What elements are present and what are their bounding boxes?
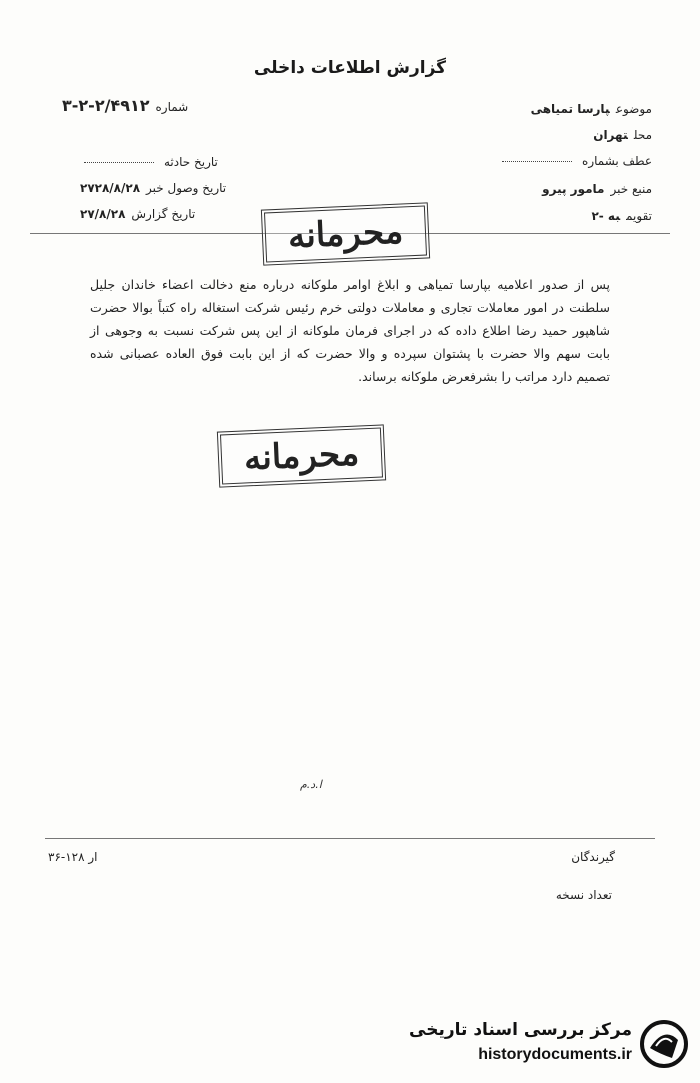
field-incident-date-dots — [84, 162, 154, 163]
field-incident-date — [80, 155, 218, 169]
archive-watermark — [410, 1010, 690, 1076]
field-subject-value: پارسا تمیاهی — [530, 102, 610, 116]
watermark-url: historydocuments.ir — [478, 1046, 632, 1063]
field-number-label: شماره — [155, 100, 189, 114]
handwritten-initials: ا.د.م — [300, 778, 322, 791]
field-receipt-date — [80, 181, 226, 195]
field-location — [593, 128, 652, 142]
field-subject-label: موضوع — [615, 102, 652, 116]
field-reference-dots — [502, 161, 572, 162]
field-location-value: تهران — [593, 128, 628, 142]
field-number — [62, 96, 188, 115]
field-source-label: منبع خبر — [610, 182, 652, 196]
field-source-value: مامور پیرو — [542, 182, 605, 196]
confidential-stamp-top: محرمانه — [261, 202, 430, 265]
field-source — [542, 182, 652, 196]
field-receipt-date-label: تاریخ وصول خبر — [146, 181, 227, 195]
field-report-date — [80, 207, 195, 221]
field-reference-label: عطف بشماره — [582, 154, 652, 168]
footer-divider — [45, 838, 655, 839]
field-report-date-label: تاریخ گزارش — [131, 207, 196, 221]
field-number-value: ۲/۴۹۱۲-۲-۳ — [62, 96, 150, 115]
report-body: پس از صدور اعلامیه بپارسا تمیاهی و ابلاغ اوامر ملوکانه درباره منع دخالت اعضاء خاندان جلیل سلطنت در امور معاملات تجاری و معاملات دولتی خرم رئیس شرکت استغاله راه کتباً بوالا حضرت شاهپور حمید رضا اطلاع داده که در اجرای فرمان ملوکانه از این پس شرکت نسبت به وجوهی از بابت سهم والا حضرت با پشتوان سپرده و والا حضرت که از این بابت فوق العاده عصبانی شده تصمیم دارد مراتب را بشرفعرض ملوکانه برساند. — [90, 277, 610, 384]
confidential-stamp-bottom: محرمانه — [217, 424, 386, 487]
archive-logo-icon — [638, 1018, 690, 1070]
watermark-title: مرکز بررسی اسناد تاریخی — [409, 1020, 632, 1040]
document-title: گزارش اطلاعات داخلی — [253, 58, 447, 78]
field-subject — [531, 102, 652, 116]
recipients-label: گیرندگان — [571, 850, 615, 864]
field-report-date-value: ۲۷/۸/۲۸ — [80, 207, 126, 221]
form-code: ۳۶-۱۲۸ ار — [48, 850, 98, 864]
field-calendar-label: تقویم — [626, 209, 652, 223]
field-reference — [498, 154, 652, 168]
field-calendar-value: به -۲ — [591, 209, 621, 223]
field-receipt-date-value: ۲۷۲۸/۸/۲۸ — [80, 181, 141, 195]
field-incident-date-label: تاریخ حادثه — [164, 155, 218, 169]
field-location-label: محل — [633, 128, 652, 142]
copies-label: تعداد نسخه — [555, 888, 612, 902]
field-calendar — [591, 209, 652, 223]
